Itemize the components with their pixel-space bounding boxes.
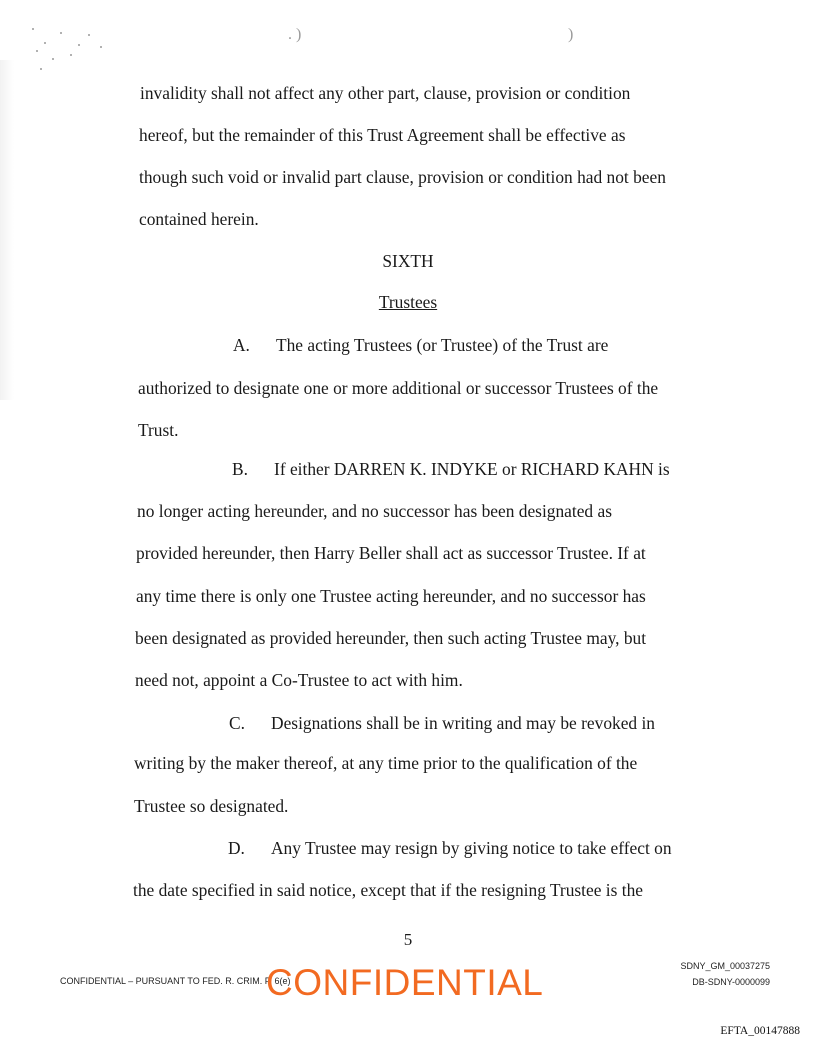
paragraph-c-first-line: C. Designations shall be in writing and may be revoked in — [229, 713, 655, 733]
efta-identifier: EFTA_00147888 — [720, 1025, 800, 1037]
body-line: writing by the maker thereof, at any time prior to the qualification of the — [134, 753, 638, 773]
scan-edge-shadow — [0, 60, 14, 400]
body-line: provided hereunder, then Harry Beller shall act as successor Trustee. If at — [136, 543, 646, 563]
body-line: need not, appoint a Co-Trustee to act with him. — [135, 670, 463, 690]
bates-number-secondary: DB-SDNY-0000099 — [692, 977, 770, 987]
scan-artifact-mark: ) — [568, 26, 574, 43]
body-line: any time there is only one Trustee acting hereunder, and no successor has — [136, 586, 646, 606]
confidential-stamp: CONFIDENTIAL — [266, 962, 544, 1003]
body-line: no longer acting hereunder, and no successor has been designated as — [137, 501, 612, 521]
page-number: 5 — [403, 930, 413, 949]
body-line: contained herein. — [139, 209, 259, 229]
body-line: hereof, but the remainder of this Trust Agreement shall be effective as — [139, 125, 626, 145]
paragraph-b-first-line: B. If either DARREN K. INDYKE or RICHARD KAHN is — [232, 459, 670, 479]
body-line: the date specified in said notice, except that if the resigning Trustee is the — [133, 880, 643, 900]
body-line: been designated as provided hereunder, then such acting Trustee may, but — [135, 628, 647, 648]
article-subheading-text: Trustees — [378, 292, 438, 312]
paragraph-a-first-line: A. The acting Trustees (or Trustee) of the Trust are — [233, 335, 609, 355]
body-line: Trustee so designated. — [134, 796, 289, 816]
body-line: Trust. — [138, 420, 179, 440]
confidential-notice: CONFIDENTIAL – PURSUANT TO FED. R. CRIM. P. 6(e) — [60, 976, 291, 986]
article-heading: SIXTH — [382, 251, 434, 271]
scan-artifact-specks — [30, 24, 120, 84]
scan-artifact-mark: . ) — [288, 26, 302, 43]
paragraph-d-first-line: D. Any Trustee may resign by giving notice to take effect on — [228, 838, 672, 858]
bates-number-primary: SDNY_GM_00037275 — [680, 961, 770, 971]
body-line: invalidity shall not affect any other part, clause, provision or condition — [140, 83, 631, 103]
body-line: though such void or invalid part clause, provision or condition had not been — [139, 167, 666, 187]
article-subheading — [0, 291, 816, 313]
body-line: authorized to designate one or more additional or successor Trustees of the — [138, 378, 659, 398]
